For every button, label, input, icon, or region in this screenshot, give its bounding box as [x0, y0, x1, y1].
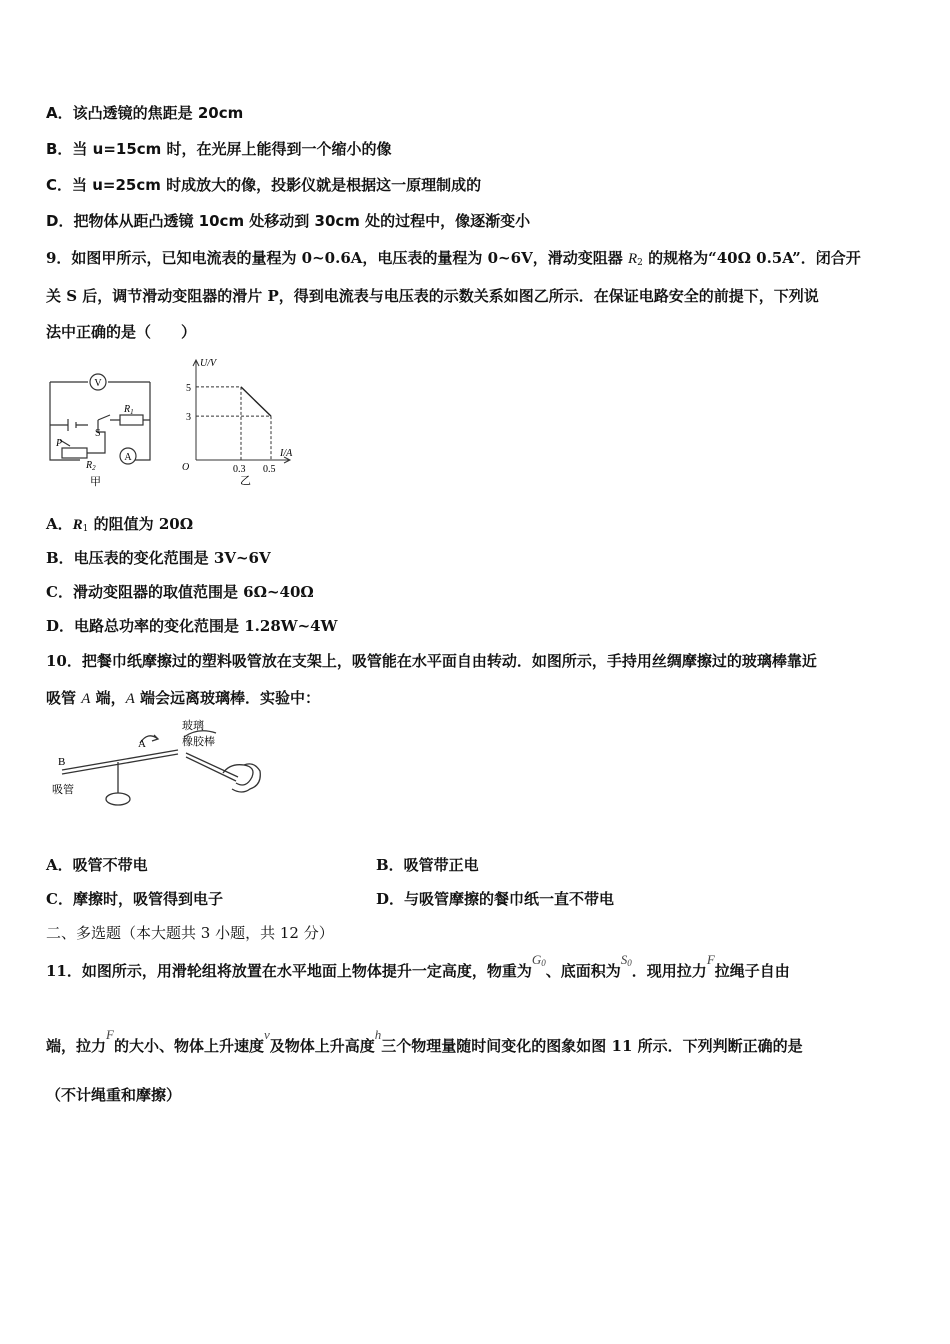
straw-end-b-label: B	[58, 756, 66, 768]
q8-option-c: C．当 u=25cm 时成放大的像，投影仪就是根据这一原理制成的	[46, 176, 482, 194]
r1-label: $R_1$	[124, 404, 134, 416]
r2-label: $R_2$	[86, 460, 96, 472]
straw-end-a-label: A	[138, 738, 146, 750]
x-tick-label-1: 0.5	[263, 464, 276, 475]
q9-stem-line-3: 法中正确的是（ ）	[46, 323, 197, 341]
q10-option-b: B．吸管带正电	[376, 856, 479, 874]
rod-label-line-1: 玻璃	[182, 720, 204, 732]
q11-stem-line-3: （不计绳重和摩擦）	[46, 1086, 182, 1104]
y-axis-label: U/V	[200, 358, 217, 369]
origin-label: O	[182, 462, 190, 473]
voltmeter-label: V	[94, 378, 102, 389]
q9-option-c: C．滑动变阻器的取值范围是 6Ω~40Ω	[46, 583, 314, 601]
q9-ui-graph	[178, 352, 308, 487]
q10-straw-figure	[48, 715, 268, 820]
q10-stem-line-2: 吸管 A 端，A 端会远离玻璃棒．实验中：	[46, 689, 321, 707]
data-line	[241, 387, 271, 416]
q9-option-a: A．$R_1$ 的阻值为 20Ω	[46, 515, 194, 534]
figure-jia-label: 甲	[90, 476, 101, 488]
q10-option-c: C．摩擦时，吸管得到电子	[46, 890, 223, 908]
x-axis-label: I/A	[280, 448, 293, 459]
q10-option-a: A．吸管不带电	[46, 856, 148, 874]
q9-circuit-diagram	[40, 370, 165, 490]
y-tick-label-0: 3	[186, 412, 191, 424]
figure-yi-label: 乙	[240, 475, 251, 487]
q9-stem-line-2: 关 S 后，调节滑动变阻器的滑片 P，得到电流表与电压表的示数关系如图乙所示．在保证电路安全的前提下，下列说	[46, 287, 819, 305]
switch-label: S	[95, 428, 101, 439]
q9-option-b: B．电压表的变化范围是 3V~6V	[46, 549, 271, 567]
q8-option-d: D．把物体从距凸透镜 10cm 处移动到 30cm 处的过程中，像逐渐变小	[46, 212, 531, 230]
q8-option-b: B．当 u=15cm 时，在光屏上能得到一个缩小的像	[46, 140, 392, 158]
q11-stem-line-2: 端，拉力F的大小、物体上升速度v及物体上升高度h三个物理量随时间变化的图象如图 11 所示．下列判断正确的是	[46, 1027, 803, 1055]
section-2-heading: 二、多选题（本大题共 3 小题，共 12 分）	[46, 924, 334, 942]
ammeter-label: A	[124, 452, 132, 463]
q10-stem-line-1: 10．把餐巾纸摩擦过的塑料吸管放在支架上，吸管能在水平面自由转动．如图所示，手持用丝绸摩擦过的玻璃棒靠近	[46, 652, 817, 670]
q9-option-d: D．电路总功率的变化范围是 1.28W~4W	[46, 617, 338, 635]
rod-label-line-2: 橡胶棒	[182, 736, 215, 748]
q11-stem-line-1: 11．如图所示，用滑轮组将放置在水平地面上物体提升一定高度，物重为$G_0$、底面积为$S_0$．现用拉力F拉绳子自由	[46, 952, 790, 980]
q8-option-a: A．该凸透镜的焦距是 20cm	[46, 104, 244, 122]
x-tick-label-0: 0.3	[233, 464, 246, 475]
y-tick-label-1: 5	[186, 382, 191, 394]
q9-stem-line-1: 9．如图甲所示，已知电流表的量程为 0~0.6A，电压表的量程为 0~6V，滑动变阻器 $R_2$ 的规格为“40Ω 0.5A”．闭合开	[46, 249, 861, 268]
slider-label: P	[56, 438, 63, 449]
straw-label: 吸管	[52, 784, 74, 796]
q10-option-d: D．与吸管摩擦的餐巾纸一直不带电	[376, 890, 615, 908]
